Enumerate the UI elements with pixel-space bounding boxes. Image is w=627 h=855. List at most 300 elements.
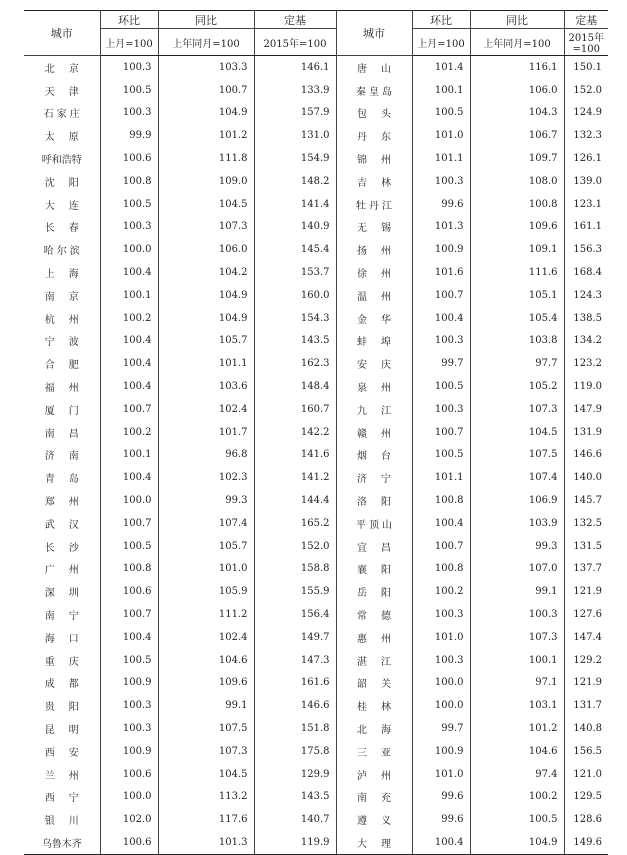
cell-fixed-left: 146.1 [254,56,336,79]
header-fixed-base-right: 2015年=100 [564,29,608,56]
cell-city-right: 泸州 [336,763,412,786]
cell-fixed-left: 165.2 [254,512,336,535]
cell-fixed-right: 131.9 [564,421,608,444]
cell-yoy-left: 109.0 [158,170,254,193]
cell-fixed-left: 149.7 [254,626,336,649]
table-row [24,284,608,307]
header-yoy-base-left: 上年同月=100 [158,29,254,56]
cell-fixed-left: 158.8 [254,558,336,581]
cell-yoy-right: 116.1 [470,56,564,79]
cell-city-left: 南昌 [44,428,93,440]
cell-mom-right: 101.0 [412,626,470,649]
header-mom-base-right: 上月=100 [412,29,470,56]
cell-fixed-right: 147.4 [564,626,608,649]
cell-mom-left: 100.4 [100,261,158,284]
cell-mom-right: 100.5 [412,444,470,467]
table-row [24,398,608,421]
cell-yoy-right: 100.5 [470,808,564,831]
cell-city-right: 赣州 [336,421,412,444]
cell-mom-left: 100.7 [100,512,158,535]
cell-city-right: 常德 [336,603,412,626]
cell-fixed-left: 129.9 [254,763,336,786]
table-row [24,102,608,125]
table-row [24,56,608,79]
cell-mom-right: 99.6 [412,786,470,809]
cell-yoy-left: 104.5 [158,763,254,786]
table-row [24,558,608,581]
cell-mom-left: 100.2 [100,307,158,330]
table-row [24,238,608,261]
cell-city-right: 韶关 [336,672,412,695]
cell-mom-right: 101.0 [412,763,470,786]
cell-mom-right: 100.3 [412,330,470,353]
cell-yoy-right: 100.8 [470,193,564,216]
cell-yoy-left: 107.3 [158,216,254,239]
cell-city-right: 无锡 [336,216,412,239]
cell-mom-right: 101.4 [412,56,470,79]
cell-mom-left: 100.4 [100,330,158,353]
cell-yoy-left: 117.6 [158,808,254,831]
cell-city-left: 太原 [44,132,93,144]
cell-mom-right: 100.2 [412,580,470,603]
table-row [24,740,608,763]
cell-fixed-right: 128.6 [564,808,608,831]
cell-yoy-right: 109.6 [470,216,564,239]
cell-yoy-right: 100.1 [470,649,564,672]
cell-yoy-left: 102.4 [158,626,254,649]
header-city-left: 城市 [24,11,100,56]
cell-yoy-left: 111.8 [158,147,254,170]
cell-fixed-right: 146.6 [564,444,608,467]
cell-yoy-left: 104.9 [158,307,254,330]
cell-fixed-left: 175.8 [254,740,336,763]
cell-city-right: 桂林 [336,694,412,717]
cell-city-right: 秦皇岛 [336,79,412,102]
cell-fixed-left: 154.9 [254,147,336,170]
cell-mom-right: 100.3 [412,649,470,672]
cell-mom-left: 100.9 [100,740,158,763]
header-yoy-base-right: 上年同月=100 [470,29,564,56]
cell-city-left: 合肥 [44,360,93,372]
cell-fixed-right: 121.9 [564,580,608,603]
cell-yoy-right: 97.7 [470,352,564,375]
cell-city-left: 南宁 [44,611,93,623]
cell-fixed-left: 140.7 [254,808,336,831]
cell-yoy-left: 102.4 [158,398,254,421]
cell-fixed-left: 153.7 [254,261,336,284]
cell-yoy-left: 109.6 [158,672,254,695]
cell-fixed-left: 119.9 [254,831,336,854]
cell-yoy-left: 103.3 [158,56,254,79]
table-row [24,261,608,284]
cell-mom-left: 100.4 [100,352,158,375]
cell-fixed-left: 141.2 [254,466,336,489]
cell-yoy-right: 104.6 [470,740,564,763]
cell-fixed-left: 141.4 [254,193,336,216]
cell-city-right: 包头 [336,102,412,125]
cell-mom-left: 100.4 [100,466,158,489]
table-row [24,786,608,809]
cell-city-right: 三亚 [336,740,412,763]
cell-fixed-left: 148.2 [254,170,336,193]
cell-yoy-right: 105.4 [470,307,564,330]
cell-mom-right: 100.3 [412,398,470,421]
cell-city-right: 泉州 [336,375,412,398]
cell-fixed-left: 155.9 [254,580,336,603]
cell-mom-right: 100.8 [412,558,470,581]
header-yoy-left: 同比 [158,11,254,29]
cell-fixed-left: 147.3 [254,649,336,672]
cell-fixed-left: 151.8 [254,717,336,740]
cell-yoy-left: 101.2 [158,124,254,147]
cell-yoy-left: 101.7 [158,421,254,444]
cell-mom-left: 100.4 [100,375,158,398]
cell-city-left: 郑州 [44,497,93,509]
cell-fixed-left: 160.0 [254,284,336,307]
cell-fixed-left: 133.9 [254,79,336,102]
cell-city-left: 昆明 [44,725,93,736]
cell-yoy-right: 107.3 [470,626,564,649]
cell-yoy-right: 97.1 [470,672,564,695]
cell-fixed-right: 129.2 [564,649,608,672]
cell-yoy-left: 99.3 [158,489,254,512]
cell-yoy-left: 104.9 [158,102,254,125]
table-row [24,580,608,603]
cell-city-left: 青岛 [44,474,93,486]
table-row [24,466,608,489]
cell-yoy-right: 104.5 [470,421,564,444]
cell-city-right: 吉林 [336,170,412,193]
table-body [24,56,608,855]
cell-yoy-left: 104.5 [158,193,254,216]
cell-city-right: 宜昌 [336,535,412,558]
table-row [24,79,608,102]
cell-mom-right: 101.0 [412,124,470,147]
table-row [24,216,608,239]
cell-yoy-left: 107.5 [158,717,254,740]
cell-city-left: 杭州 [44,314,93,326]
cell-yoy-right: 100.2 [470,786,564,809]
cell-yoy-right: 107.5 [470,444,564,467]
cell-city-left: 厦门 [44,405,93,417]
cell-yoy-left: 104.6 [158,649,254,672]
cell-city-right: 徐州 [336,261,412,284]
cell-city-right: 北海 [336,717,412,740]
cell-city-left: 贵阳 [44,702,93,714]
cell-fixed-left: 146.6 [254,694,336,717]
table-row [24,512,608,535]
cell-fixed-left: 160.7 [254,398,336,421]
cell-fixed-left: 131.0 [254,124,336,147]
cell-mom-right: 101.1 [412,466,470,489]
table-row [24,330,608,353]
table-row [24,421,608,444]
cell-city-left: 成都 [44,679,93,691]
cell-yoy-right: 109.1 [470,238,564,261]
cell-city-left: 天津 [44,86,93,98]
cell-fixed-left: 152.0 [254,535,336,558]
cell-mom-left: 100.6 [100,763,158,786]
cell-mom-left: 100.6 [100,147,158,170]
cell-city-left: 福州 [44,383,93,395]
cell-city-left: 上海 [44,269,93,281]
cell-city-right: 蚌埠 [336,330,412,353]
cell-mom-right: 100.0 [412,694,470,717]
cell-city-left: 广州 [44,565,93,577]
cell-mom-right: 99.6 [412,193,470,216]
cell-yoy-left: 99.1 [158,694,254,717]
header-fixed-right: 定基 [564,11,608,29]
cell-fixed-right: 139.0 [564,170,608,193]
cell-fixed-right: 140.0 [564,466,608,489]
cell-mom-right: 100.5 [412,375,470,398]
cell-mom-left: 99.9 [100,124,158,147]
cell-mom-left: 100.0 [100,238,158,261]
cell-yoy-right: 109.7 [470,147,564,170]
cell-yoy-right: 106.9 [470,489,564,512]
cell-mom-left: 102.0 [100,808,158,831]
cell-city-left: 武汉 [44,519,93,531]
cell-fixed-right: 123.1 [564,193,608,216]
cell-mom-right: 100.7 [412,421,470,444]
cell-fixed-right: 152.0 [564,79,608,102]
cell-fixed-right: 168.4 [564,261,608,284]
cell-city-left: 乌鲁木齐 [24,831,100,854]
cell-city-left: 银川 [44,816,93,828]
cell-fixed-right: 137.7 [564,558,608,581]
cell-fixed-left: 142.2 [254,421,336,444]
cell-fixed-right: 134.2 [564,330,608,353]
cell-fixed-left: 148.4 [254,375,336,398]
cell-mom-right: 99.7 [412,352,470,375]
cell-city-right: 锦州 [336,147,412,170]
table-row [24,535,608,558]
cell-mom-right: 101.6 [412,261,470,284]
cell-yoy-left: 101.3 [158,831,254,854]
cell-city-left: 长沙 [44,542,93,554]
cell-mom-left: 100.8 [100,558,158,581]
cell-mom-right: 100.7 [412,535,470,558]
cell-fixed-right: 124.3 [564,284,608,307]
cell-fixed-right: 131.5 [564,535,608,558]
cell-mom-right: 100.0 [412,672,470,695]
cell-fixed-right: 138.5 [564,307,608,330]
cell-city-left: 大连 [44,200,93,212]
cell-city-left: 石家庄 [43,109,83,121]
cell-mom-left: 100.6 [100,831,158,854]
cell-yoy-left: 96.8 [158,444,254,467]
cell-mom-left: 100.5 [100,535,158,558]
cell-yoy-right: 103.1 [470,694,564,717]
cell-city-right: 惠州 [336,626,412,649]
cell-mom-left: 100.3 [100,717,158,740]
table-row [24,808,608,831]
cell-city-right: 丹东 [336,124,412,147]
cell-yoy-right: 101.2 [470,717,564,740]
cell-city-left: 深圳 [44,588,93,600]
cell-yoy-right: 103.9 [470,512,564,535]
cell-yoy-right: 97.4 [470,763,564,786]
cell-fixed-left: 143.5 [254,330,336,353]
cell-yoy-left: 101.1 [158,352,254,375]
cell-city-left: 西宁 [44,793,93,805]
cell-city-left: 沈阳 [44,177,93,189]
table-row [24,626,608,649]
cell-yoy-right: 104.3 [470,102,564,125]
cell-yoy-left: 101.0 [158,558,254,581]
cell-mom-left: 100.5 [100,193,158,216]
cell-fixed-left: 140.9 [254,216,336,239]
cell-yoy-left: 113.2 [158,786,254,809]
cell-mom-right: 99.7 [412,717,470,740]
cell-city-right: 烟台 [336,444,412,467]
table-row [24,672,608,695]
table-row [24,603,608,626]
cell-city-right: 湛江 [336,649,412,672]
cell-mom-right: 100.3 [412,170,470,193]
cell-mom-right: 101.1 [412,147,470,170]
cell-mom-right: 100.9 [412,238,470,261]
cell-fixed-left: 156.4 [254,603,336,626]
cell-fixed-right: 156.3 [564,238,608,261]
table-row [24,717,608,740]
cell-mom-left: 100.9 [100,672,158,695]
header-mom-base-left: 上月=100 [100,29,158,56]
cell-mom-left: 100.1 [100,444,158,467]
cell-yoy-left: 103.6 [158,375,254,398]
cell-mom-right: 100.1 [412,79,470,102]
cell-fixed-left: 141.6 [254,444,336,467]
cell-mom-right: 100.4 [412,831,470,854]
cell-mom-left: 100.5 [100,79,158,102]
table-row [24,170,608,193]
cell-yoy-right: 99.3 [470,535,564,558]
cell-city-left: 济南 [44,451,93,463]
cell-fixed-left: 144.4 [254,489,336,512]
cell-city-right: 洛阳 [336,489,412,512]
cell-city-left: 南京 [44,291,93,303]
table-row [24,694,608,717]
cell-mom-left: 100.7 [100,603,158,626]
cell-mom-left: 100.5 [100,649,158,672]
table-row [24,352,608,375]
table-row [24,124,608,147]
cell-city-right: 九江 [336,398,412,421]
cell-mom-left: 100.3 [100,694,158,717]
cell-city-right: 南充 [336,786,412,809]
table-header [24,11,608,56]
cell-fixed-right: 132.5 [564,512,608,535]
cell-yoy-right: 106.0 [470,79,564,102]
cell-city-right: 安庆 [336,352,412,375]
cell-city-left: 海口 [44,633,93,645]
table-row [24,375,608,398]
cell-fixed-right: 131.7 [564,694,608,717]
cell-yoy-right: 107.4 [470,466,564,489]
cell-mom-right: 99.6 [412,808,470,831]
cell-yoy-left: 106.0 [158,238,254,261]
cell-city-right: 济宁 [336,466,412,489]
cell-mom-left: 100.0 [100,786,158,809]
cell-fixed-right: 156.5 [564,740,608,763]
cell-fixed-right: 132.3 [564,124,608,147]
cell-fixed-right: 123.2 [564,352,608,375]
cell-fixed-right: 126.1 [564,147,608,170]
cell-city-left: 重庆 [44,656,93,668]
cell-yoy-left: 107.3 [158,740,254,763]
cell-mom-right: 100.9 [412,740,470,763]
cell-yoy-left: 105.9 [158,580,254,603]
header-city-right: 城市 [336,11,412,56]
cell-mom-left: 100.4 [100,626,158,649]
cell-yoy-right: 106.7 [470,124,564,147]
cell-yoy-left: 111.2 [158,603,254,626]
cell-fixed-right: 124.9 [564,102,608,125]
cell-mom-left: 100.1 [100,284,158,307]
cell-mom-right: 100.3 [412,603,470,626]
cell-mom-left: 100.7 [100,398,158,421]
cell-fixed-left: 145.4 [254,238,336,261]
cell-yoy-left: 102.3 [158,466,254,489]
cell-city-left: 兰州 [44,770,93,782]
cell-city-right: 金华 [336,307,412,330]
cell-fixed-left: 157.9 [254,102,336,125]
cell-yoy-right: 105.2 [470,375,564,398]
cell-mom-left: 100.0 [100,489,158,512]
cell-city-left: 长春 [44,223,93,235]
table-row [24,193,608,216]
cell-fixed-right: 129.5 [564,786,608,809]
cell-city-right: 遵义 [336,808,412,831]
cell-fixed-right: 161.1 [564,216,608,239]
cell-city-left: 宁波 [44,337,93,349]
table-row [24,763,608,786]
cell-city-right: 大理 [336,831,412,854]
cell-yoy-right: 105.1 [470,284,564,307]
cell-fixed-right: 150.1 [564,56,608,79]
cell-yoy-right: 104.9 [470,831,564,854]
header-fixed-base-left: 2015年=100 [254,29,336,56]
cell-mom-right: 101.3 [412,216,470,239]
header-mom-left: 环比 [100,11,158,29]
cell-fixed-left: 161.6 [254,672,336,695]
cell-yoy-left: 105.7 [158,330,254,353]
table-row [24,649,608,672]
cell-mom-left: 100.3 [100,102,158,125]
cell-mom-left: 100.8 [100,170,158,193]
header-yoy-right: 同比 [470,11,564,29]
cell-fixed-right: 145.7 [564,489,608,512]
cell-mom-right: 100.7 [412,284,470,307]
cell-fixed-right: 121.0 [564,763,608,786]
cell-yoy-left: 105.7 [158,535,254,558]
cell-fixed-left: 162.3 [254,352,336,375]
cell-city-right: 平顶山 [336,512,412,535]
cell-yoy-left: 104.9 [158,284,254,307]
cell-city-right: 岳阳 [336,580,412,603]
cell-mom-right: 100.8 [412,489,470,512]
cell-city-right: 襄阳 [336,558,412,581]
cell-fixed-right: 119.0 [564,375,608,398]
cell-fixed-right: 121.9 [564,672,608,695]
cell-city-left: 西安 [44,747,93,759]
table-row [24,147,608,170]
cell-fixed-right: 149.6 [564,831,608,854]
cell-mom-left: 100.3 [100,56,158,79]
cell-yoy-left: 100.7 [158,79,254,102]
table-row [24,307,608,330]
cell-yoy-right: 100.3 [470,603,564,626]
